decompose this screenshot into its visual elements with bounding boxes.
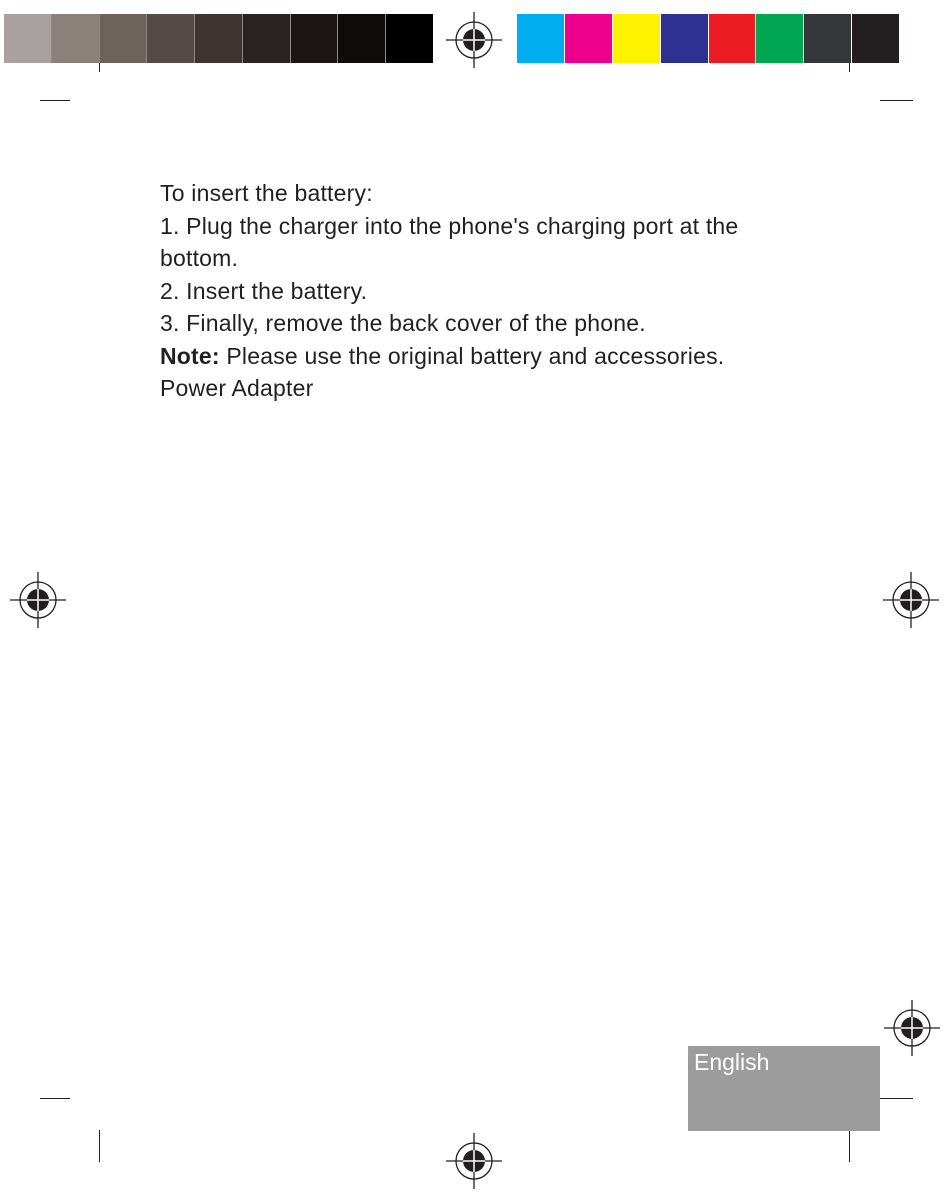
grayscale-swatch-6 bbox=[243, 14, 291, 63]
crop-mark-top-right-horizontal bbox=[880, 100, 913, 101]
process-swatch-3 bbox=[613, 14, 661, 63]
grayscale-swatch-5 bbox=[195, 14, 243, 63]
language-tab bbox=[688, 1046, 880, 1131]
crop-mark-bottom-left-vertical bbox=[99, 1130, 100, 1162]
language-tab-label: English bbox=[694, 1049, 770, 1075]
registration-mark-right-icon bbox=[881, 570, 941, 630]
note-line bbox=[160, 340, 820, 373]
note-text: Please use the original battery and accessories. bbox=[219, 342, 725, 369]
battery-instructions bbox=[160, 177, 820, 405]
note-label: Note: bbox=[160, 342, 220, 369]
step-one: 1. Plug the charger into the phone's charging port at the bottom. bbox=[160, 212, 739, 271]
grayscale-swatch-1 bbox=[4, 14, 52, 63]
process-swatch-8 bbox=[852, 14, 899, 63]
crop-mark-top-right-vertical bbox=[849, 63, 850, 72]
process-color-bar bbox=[517, 14, 899, 63]
grayscale-swatch-3 bbox=[100, 14, 148, 63]
process-swatch-5 bbox=[709, 14, 757, 63]
crop-mark-top-left-horizontal bbox=[40, 100, 70, 101]
crop-mark-top-left-vertical bbox=[99, 63, 100, 72]
crop-mark-bottom-right-vertical bbox=[849, 1130, 850, 1162]
step-three: 3. Finally, remove the back cover of the phone. bbox=[160, 310, 646, 336]
grayscale-swatch-4 bbox=[147, 14, 195, 63]
grayscale-swatch-7 bbox=[291, 14, 339, 63]
process-swatch-4 bbox=[661, 14, 709, 63]
process-swatch-2 bbox=[565, 14, 613, 63]
grayscale-swatch-9 bbox=[386, 14, 433, 63]
grayscale-swatch-8 bbox=[338, 14, 386, 63]
grayscale-color-bar bbox=[4, 14, 433, 63]
registration-mark-left-icon bbox=[8, 570, 68, 630]
instructions-heading: To insert the battery: bbox=[160, 180, 373, 206]
power-adapter-heading: Power Adapter bbox=[160, 375, 314, 401]
crop-mark-bottom-left-horizontal bbox=[40, 1098, 70, 1099]
step-two: 2. Insert the battery. bbox=[160, 277, 368, 304]
grayscale-swatch-2 bbox=[52, 14, 100, 63]
registration-mark-lower-right-icon bbox=[882, 998, 942, 1058]
registration-mark-bottom-icon bbox=[444, 1131, 504, 1191]
process-swatch-1 bbox=[517, 14, 565, 63]
registration-mark-top-icon bbox=[444, 10, 504, 70]
process-swatch-7 bbox=[804, 14, 852, 63]
crop-mark-bottom-right-horizontal bbox=[880, 1098, 913, 1099]
process-swatch-6 bbox=[756, 14, 804, 63]
